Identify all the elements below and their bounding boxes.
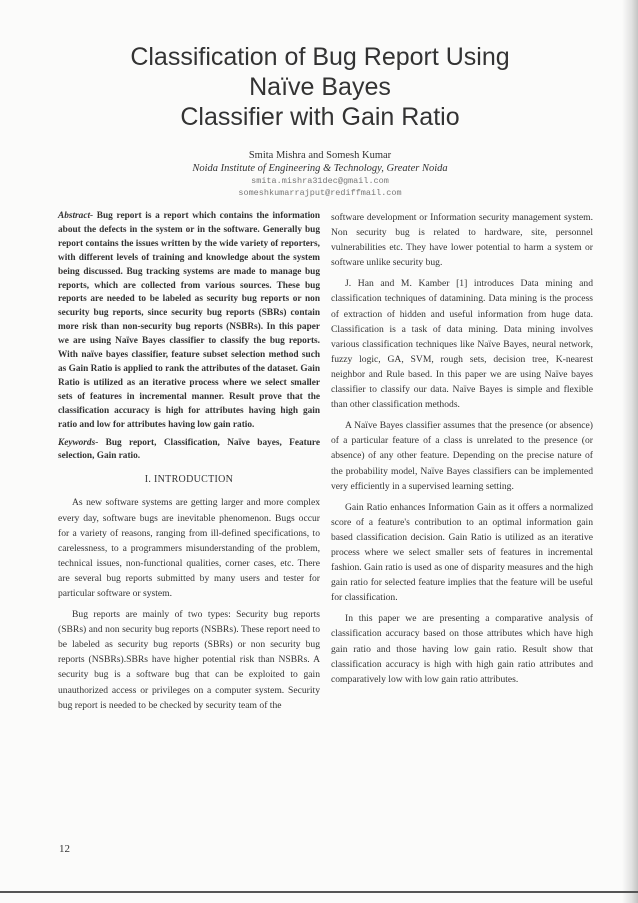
keywords-text: Bug report, Classification, Naïve bayes, Feature selection, Gain ratio. xyxy=(58,437,320,462)
author-email-2: someshkumarrajput@rediffmail.com xyxy=(238,188,402,198)
keywords-lead: Keywords- xyxy=(58,437,99,448)
abstract-text: Bug report is a report which contains the information about the defects in the system or in the software. Generally bug report contains the issues written by the wide variety of reporters, with different levels of training and knowledge about the system being discussed. Bug tracking systems are made to manage bug reports, which are collected from various sources. These bug reports are needed to be labeled as security bug reports or non security bug reports, since security bug reports (SBRs) contain more risk than non-security bug reports (NSBRs). In this paper we are using Naïve Bayes classifier to classify the bug reports. With naïve bayes classifier, feature subset selection method such as Gain Ratio is applied to rank the attributes of the dataset. Gain Ratio is utilized as an iterative process where we select smaller sets of features in incremental manner. Result prove that the classification accuracy is high for attributes having high gain ratio and low for attributes having low gain ratio. xyxy=(58,211,320,430)
author-names: Smita Mishra and Somesh Kumar xyxy=(248,150,392,161)
intro-paragraph-3: J. Han and M. Kamber [1] introduces Data mining and classification techniques of datamining. Data mining is the process of extraction of hidden and useful information from huge data. Classification is a task of data mining. Data mining involves various classification techniques like Naïve Bayes, neural network, fuzzy logic, GA, SVM, rough sets, decision tree, K-nearest neighbor and Rule based. In this paper we are using Naïve bayes classifier to classify our data. Naïve Bayes is simple and flexible than other classification methods. xyxy=(331,278,593,411)
abstract-lead: Abstract- xyxy=(58,211,94,221)
author-affiliation: Noida Institute of Engineering & Technology, Greater Noida xyxy=(192,163,448,174)
paper-title xyxy=(60,42,580,132)
intro-paragraph-2: Bug reports are mainly of two types: Security bug reports (SBRs) and non security bug reports (NSBRs). These report need to be labeled as security bug reports (SBRs) or non security bug reports (NSBRs).SBRs have higher potential risk than NSBRs. A security bug is a software bug that can be exploited to gain unauthorized access or privileges on a computer system. Security bug report is needed to be checked by security team of the xyxy=(58,609,320,711)
title-line-3: Classifier with Gain Ratio xyxy=(180,103,460,131)
intro-paragraph-5: Gain Ratio enhances Information Gain as it offers a normalized score of a feature's contribution to an optimal information gain based classification decision. Gain Ratio is utilized as an iterative process where we select smaller sets of features in incremental fashion. Gain ratio is used as one of disparity measures and the high gain ratio for selected feature implies that the feature will be useful for classification. xyxy=(331,501,593,604)
keywords xyxy=(58,437,320,465)
intro-continuation: software development or Information security management system. Non security bug is related to hardware, site, personnel vulnerabilities etc. They have lower potential to harm a system or software unlike security bug. xyxy=(331,212,593,269)
bottom-rule xyxy=(0,891,638,893)
title-line-1: Classification of Bug Report Using xyxy=(130,43,510,71)
title-line-2: Naïve Bayes xyxy=(249,73,391,101)
intro-paragraph-6: In this paper we are presenting a comparative analysis of classification accuracy based on those attributes which have high gain ratio and those having low gain ratio. Result show that classification accuracy is high with high gain ratio attributes and comparatively low with low gain ratio attributes. xyxy=(331,613,593,685)
page-number: 12 xyxy=(59,843,70,855)
page-edge-shadow xyxy=(622,0,638,903)
author-block xyxy=(60,149,580,199)
left-column xyxy=(58,210,320,719)
intro-paragraph-1: As new software systems are getting larger and more complex every day, software bugs are inevitable phenomenon. Bugs occur for a variety of reasons, ranging from ill-defined specifications, to carelessness, to a programmers misunderstanding of the problem, technical issues, non-functional qualities, corner cases, etc. There are several bug reports submitted by many users and tester for particular software or system. xyxy=(58,497,320,599)
section-heading-introduction: I. INTRODUCTION xyxy=(144,474,234,486)
intro-paragraph-4: A Naïve Bayes classifier assumes that the presence (or absence) of a particular feature of a class is unrelated to the presence (or absence) of any other feature. Depending on the precise nature of the probability model, Naïve Bayes classifiers can be implemented very efficiently in a supervised learning setting. xyxy=(331,420,593,492)
author-email-1: smita.mishra31dec@gmail.com xyxy=(251,176,389,186)
right-column xyxy=(331,210,593,693)
abstract xyxy=(58,210,320,433)
